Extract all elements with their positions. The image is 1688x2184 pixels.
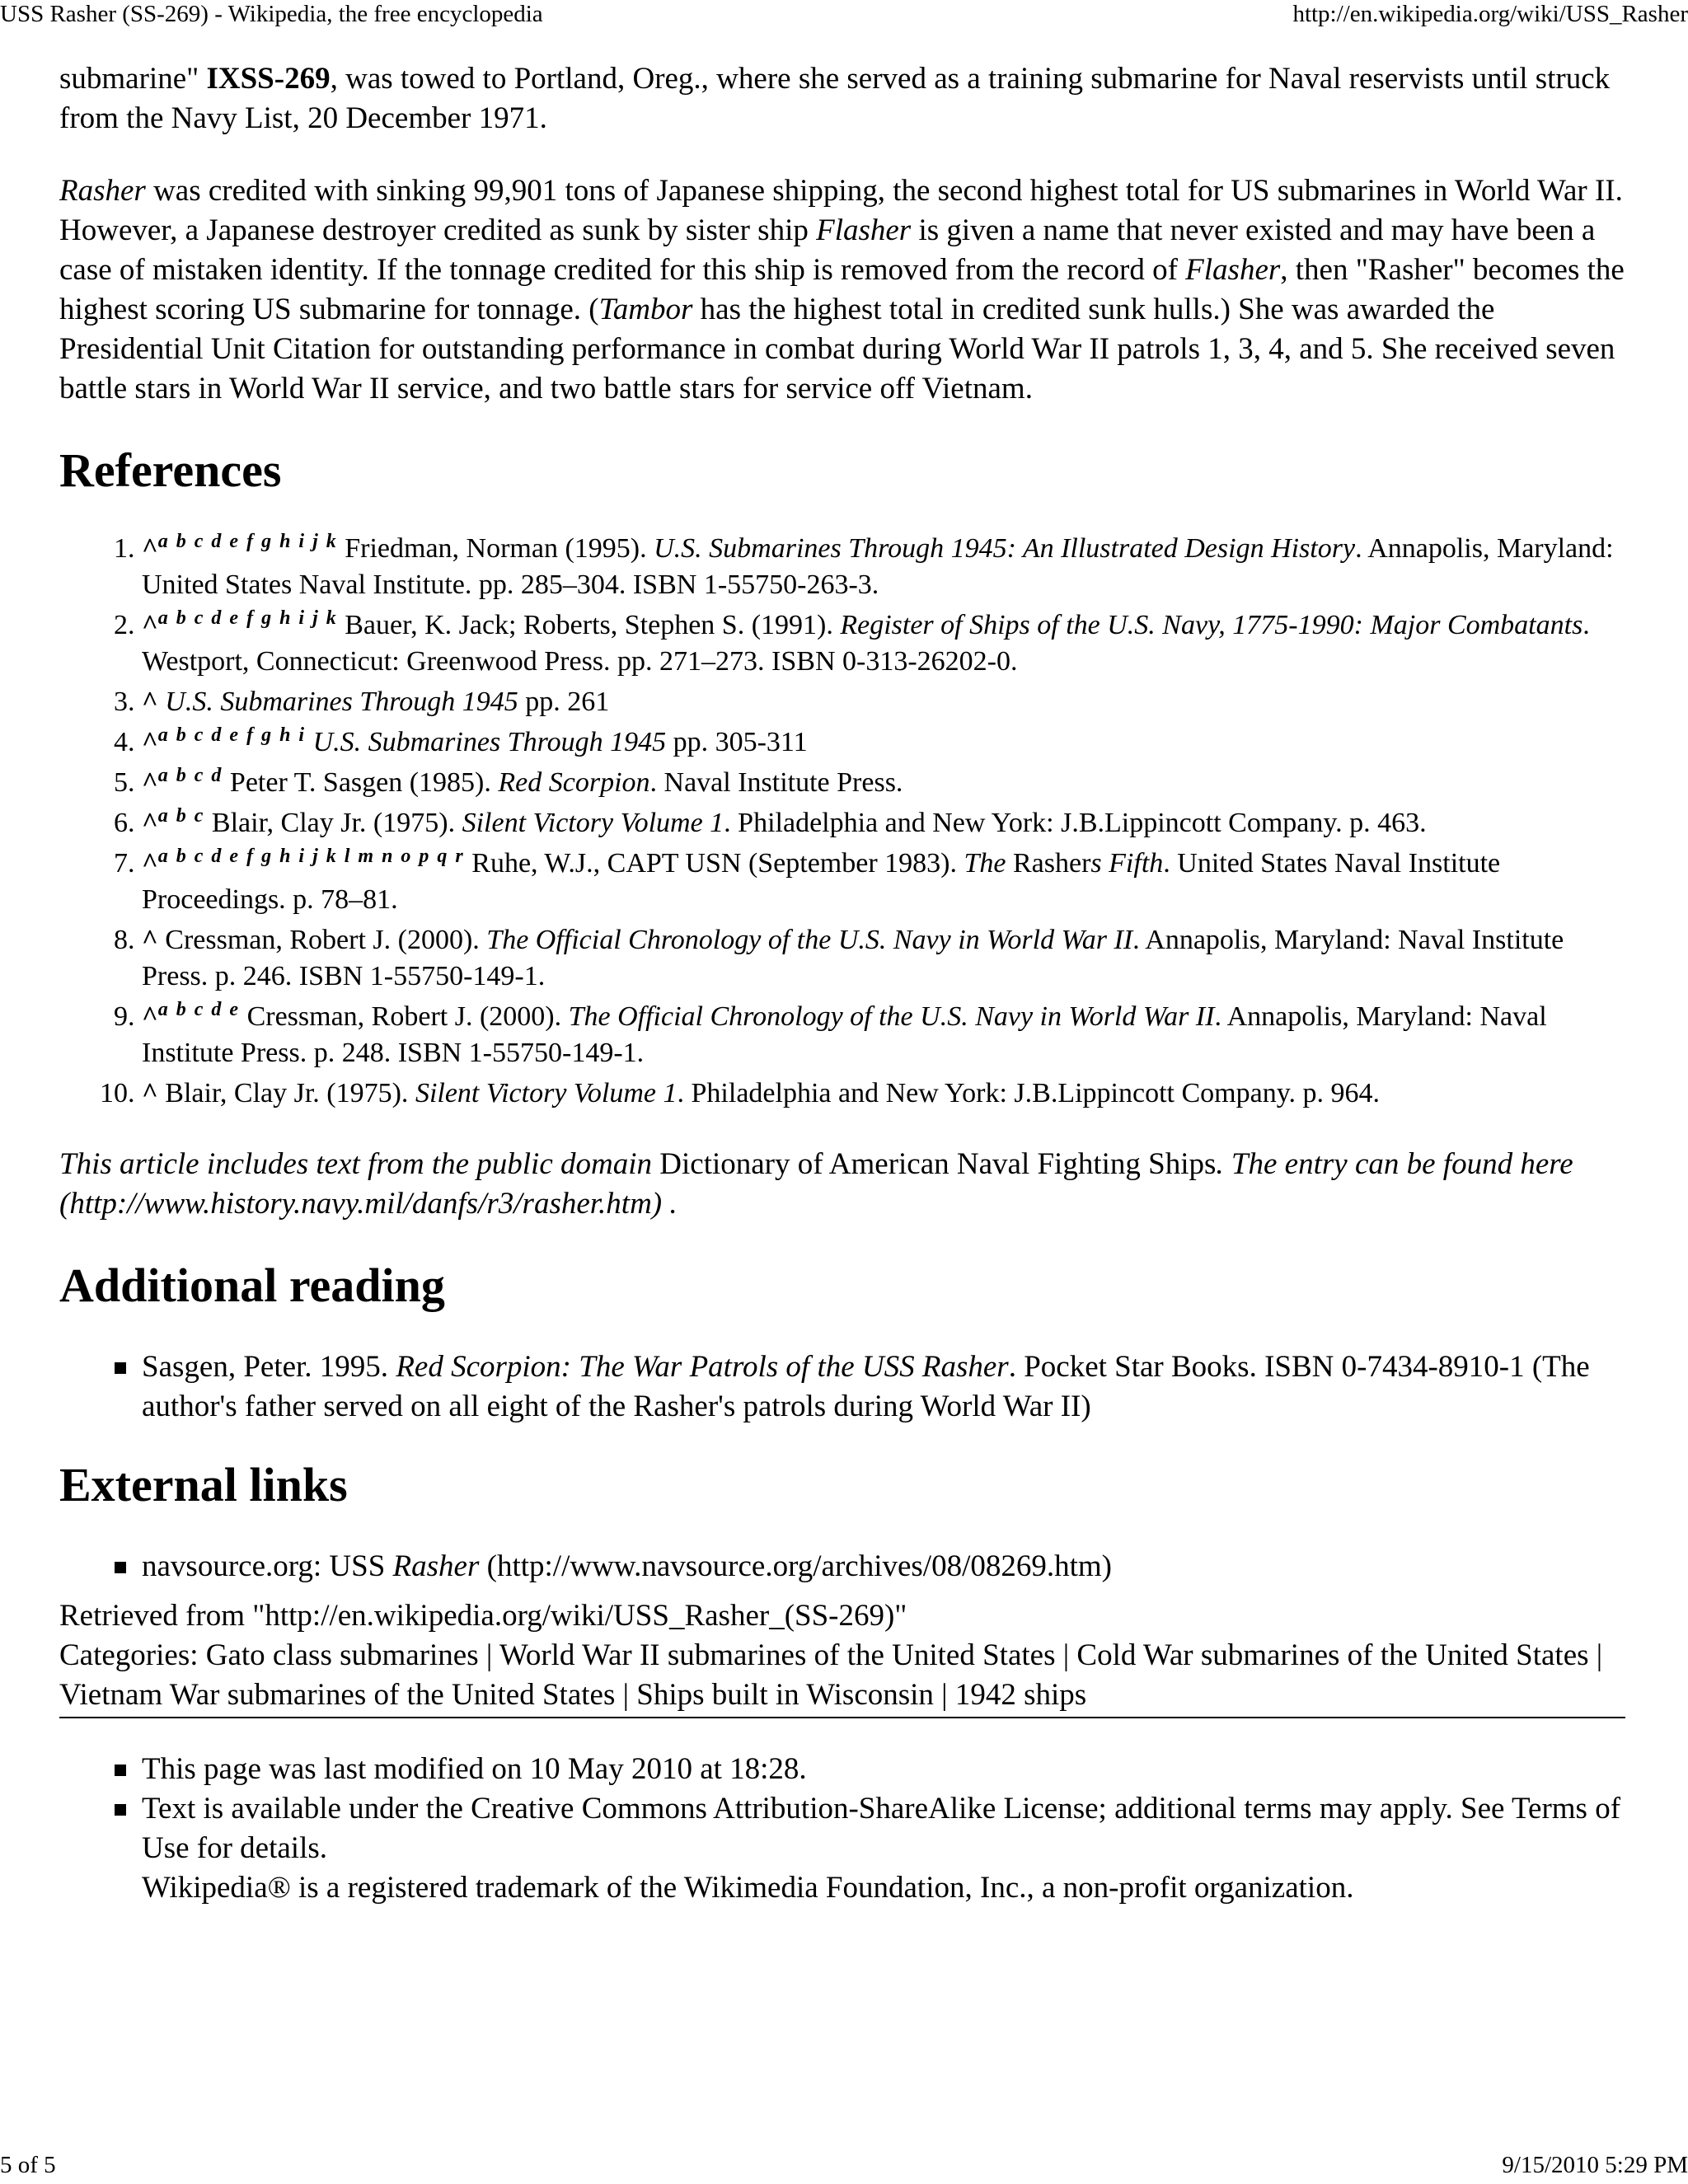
page-number: 5 of 5: [0, 2152, 56, 2178]
reference-item: [142, 724, 1625, 761]
text: . Naval Institute Press.: [649, 767, 903, 798]
footer-list: [59, 1750, 1625, 1908]
additional-reading-list: [59, 1347, 1625, 1427]
reference-item: [142, 999, 1625, 1071]
text: Cressman, Robert J. (2000).: [240, 1001, 569, 1032]
ship-name: Rasher: [392, 1549, 480, 1583]
print-footer: [0, 2151, 1688, 2184]
work-title: The Official Chronology of the U.S. Navy in World War II: [568, 1001, 1215, 1032]
text: , was towed to Portland, Oreg., where she served as a training submarine for Naval reservists until struck from the Navy List, 20 December 1971.: [59, 62, 1611, 135]
page-title: USS Rasher (SS-269) - Wikipedia, the free encyclopedia: [0, 1, 543, 27]
work-title: Silent Victory Volume 1: [462, 808, 724, 838]
text: . Westport, Connecticut: Greenwood Press. pp. 271–273. ISBN 0-313-26202-0.: [142, 610, 1590, 677]
intro-paragraph: [59, 59, 1625, 138]
ship-name[interactable]: Flasher: [816, 213, 912, 247]
text: Peter T. Sasgen (1985).: [223, 767, 499, 798]
work-title: Red Scorpion: The War Patrols of the USS Rasher: [396, 1350, 1009, 1384]
text: , then "Rasher" becomes the highest scoring US submarine for tonnage. (: [59, 253, 1625, 326]
work-title: Register of Ships of the U.S. Navy, 1775-1990: Major Combatants: [840, 610, 1583, 640]
text: submarine": [59, 62, 207, 96]
backlink-caret[interactable]: ^: [142, 1001, 158, 1032]
external-link[interactable]: [142, 1547, 1625, 1586]
reference-item: [142, 922, 1625, 995]
text: . United States Naval Institute Proceedings. p. 78–81.: [142, 848, 1501, 915]
backlink-caret[interactable]: ^: [142, 767, 158, 798]
external-links-heading: External links: [59, 1458, 348, 1511]
work-title: Red Scorpion: [498, 767, 650, 798]
reference-item: [142, 684, 1625, 720]
text: . Pocket Star Books. ISBN 0-7434-8910-1 (The author's father served on all eight of the Rasher's patrols during World War II): [142, 1350, 1590, 1423]
external-links-list: [59, 1547, 1625, 1586]
ship-name[interactable]: Flasher: [1185, 253, 1281, 287]
backlink-caret[interactable]: ^: [142, 808, 158, 838]
text: was credited with sinking 99,901 tons of Japanese shipping, the second highest total for US submarines in World War II. However, a Japanese destroyer credited as sunk by sister ship: [59, 174, 1623, 247]
work-title: Rasher: [1006, 848, 1091, 879]
additional-reading-heading: Additional reading: [59, 1258, 445, 1312]
reference-item: [142, 607, 1625, 680]
ship-name: Rasher: [59, 174, 146, 208]
work-title: s Fifth: [1090, 848, 1164, 879]
backlink-caret[interactable]: ^: [142, 1078, 158, 1108]
text: This article includes text from the public domain: [59, 1147, 660, 1181]
text: . Annapolis, Maryland: United States Naval Institute. pp. 285–304. ISBN 1-55750-263-3.: [142, 533, 1614, 600]
license-note: [142, 1789, 1625, 1908]
work-title: Silent Victory Volume 1: [415, 1078, 678, 1108]
text: navsource.org: USS: [142, 1549, 393, 1583]
text: Sasgen, Peter. 1995.: [142, 1350, 396, 1384]
backlink-caret[interactable]: ^: [142, 533, 158, 564]
reference-item: [142, 765, 1625, 801]
text: (http://www.navsource.org/archives/08/08269.htm): [479, 1549, 1112, 1583]
backlink-letters[interactable]: a b c: [157, 805, 205, 827]
text: Blair, Clay Jr. (1975).: [157, 1078, 415, 1108]
article-body: [59, 59, 1625, 1908]
backlink-caret[interactable]: ^: [142, 925, 158, 955]
reference-item: [142, 1076, 1625, 1112]
dictionary-title[interactable]: Dictionary of American Naval Fighting Ships: [659, 1147, 1217, 1181]
text: [158, 687, 166, 717]
backlink-letters[interactable]: a b c d e f g h i: [157, 724, 307, 746]
hull-number: IXSS-269: [206, 62, 331, 96]
text: pp. 261: [518, 687, 610, 717]
last-modified: This page was last modified on 10 May 2010 at 18:28.: [142, 1750, 1625, 1789]
ship-name[interactable]: Tambor: [598, 293, 693, 326]
text: Bauer, K. Jack; Roberts, Stephen S. (1991).: [337, 610, 841, 640]
text: Friedman, Norman (1995).: [337, 533, 654, 564]
references-list: [59, 531, 1625, 1112]
text: . Philadelphia and New York: J.B.Lippincott Company. p. 463.: [724, 808, 1427, 838]
text: is given a name that never existed and may have been a case of mistaken identity. If the tonnage credited for this ship is removed from the record of: [59, 213, 1596, 287]
text: [306, 727, 313, 757]
text: . Annapolis, Maryland: Naval Institute Press. p. 246. ISBN 1-55750-149-1.: [142, 925, 1564, 991]
reference-item: [142, 846, 1625, 918]
backlink-caret[interactable]: ^: [142, 610, 158, 640]
text: pp. 305-311: [666, 727, 808, 757]
public-domain-note: [59, 1145, 1625, 1224]
work-title: U.S. Submarines Through 1945: [165, 687, 518, 717]
backlink-letters[interactable]: a b c d: [157, 765, 223, 786]
references-heading: References: [59, 443, 282, 497]
print-datetime: 9/15/2010 5:29 PM: [1502, 2152, 1688, 2178]
text[interactable]: . The entry can be found here (http://www.history.navy.mil/danfs/r3/rasher.htm) .: [59, 1147, 1573, 1221]
backlink-letters[interactable]: a b c d e f g h i j k: [157, 607, 338, 629]
backlink-letters[interactable]: a b c d e f g h i j k l m n o p q r: [157, 846, 465, 867]
reference-item: [142, 531, 1625, 603]
work-title: The: [964, 848, 1006, 879]
retrieved-from[interactable]: Retrieved from "http://en.wikipedia.org/wiki/USS_Rasher_(SS-269)": [59, 1599, 907, 1633]
page-url[interactable]: http://en.wikipedia.org/wiki/USS_Rasher: [1292, 1, 1688, 27]
backlink-caret[interactable]: ^: [142, 687, 158, 717]
backlink-caret[interactable]: ^: [142, 727, 158, 757]
work-title: U.S. Submarines Through 1945: An Illustrated Design History: [654, 533, 1356, 564]
tonnage-paragraph: [59, 171, 1625, 409]
text: has the highest total in credited sunk hulls.) She was awarded the Presidential Unit Citation for outstanding performance in combat during World War II patrols 1, 3, 4, and 5. She received seven battle stars in World War II service, and two battle stars for service off Vietnam.: [59, 293, 1615, 405]
text: . Philadelphia and New York: J.B.Lippincott Company. p. 964.: [677, 1078, 1380, 1108]
reference-item: [142, 805, 1625, 841]
print-header: [0, 0, 1688, 33]
categories[interactable]: Categories: Gato class submarines | World War II submarines of the United States | Cold War submarines of the United States | Vietnam War submarines of the United States | Ships built in Wisconsin | 1942 ships: [59, 1636, 1625, 1718]
backlink-caret[interactable]: ^: [142, 848, 158, 879]
text: Ruhe, W.J., CAPT USN (September 1983).: [464, 848, 964, 879]
text: . Annapolis, Maryland: Naval Institute Press. p. 248. ISBN 1-55750-149-1.: [142, 1001, 1547, 1068]
text: Blair, Clay Jr. (1975).: [204, 808, 462, 838]
work-title: U.S. Submarines Through 1945: [312, 727, 667, 757]
text: Cressman, Robert J. (2000).: [157, 925, 487, 955]
backlink-letters[interactable]: a b c d e f g h i j k: [157, 531, 338, 552]
list-item: [142, 1347, 1625, 1427]
trademark-note: Wikipedia® is a registered trademark of the Wikimedia Foundation, Inc., a non-profit organization.: [142, 1871, 1354, 1905]
backlink-letters[interactable]: a b c d e: [157, 999, 241, 1020]
text[interactable]: Text is available under the Creative Commons Attribution-ShareAlike License; additional terms may apply. See Terms of Use for details.: [142, 1792, 1621, 1865]
work-title: The Official Chronology of the U.S. Navy in World War II: [486, 925, 1133, 955]
